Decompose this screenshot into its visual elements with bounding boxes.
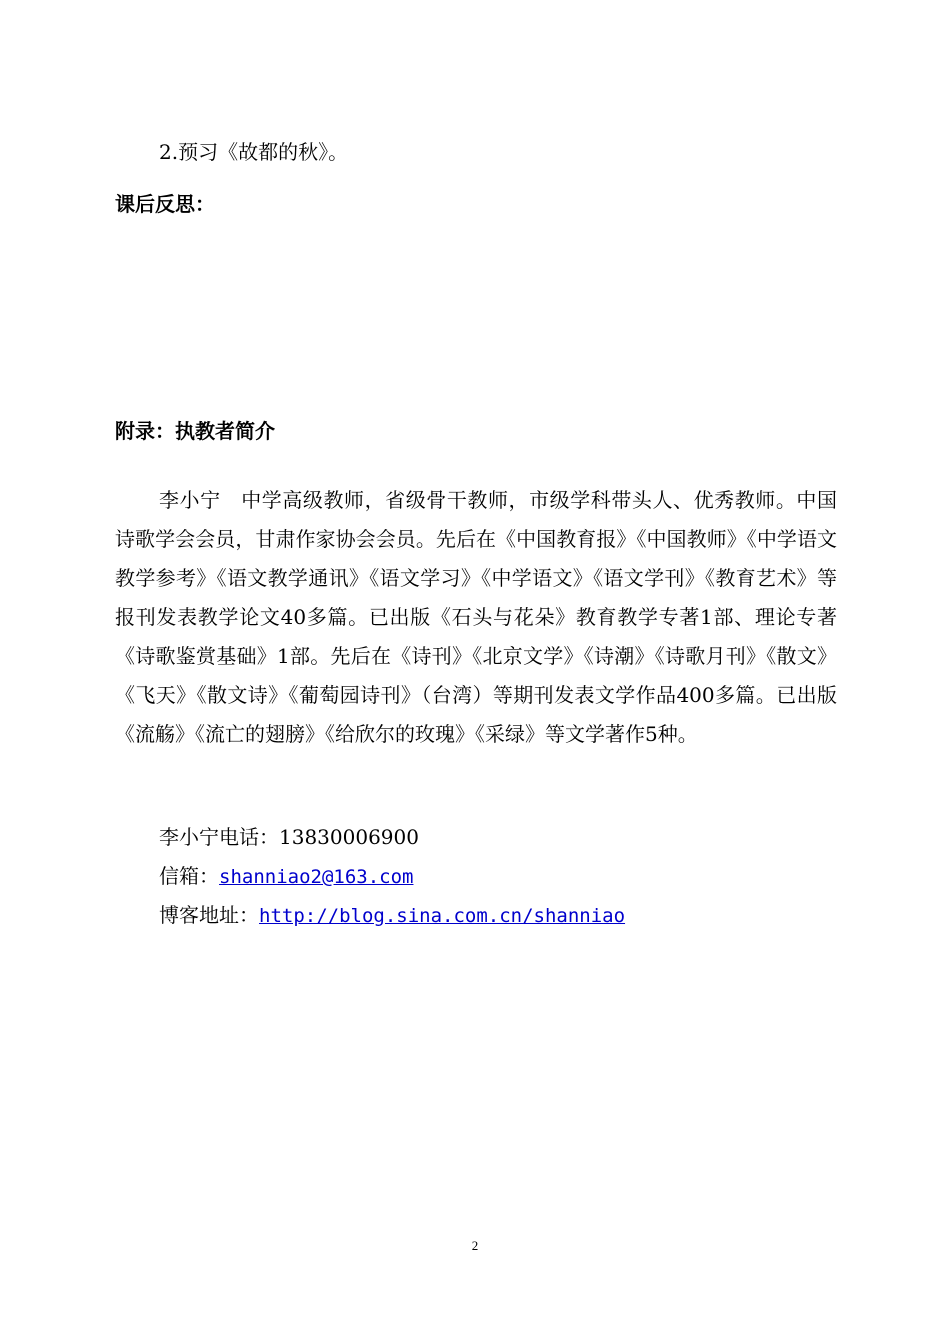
author-bio: 李小宁 中学高级教师，省级骨干教师，市级学科带头人、优秀教师。中国诗歌学会会员，甘肃作家协会会员。先后在《中国教育报》《中国教师》《中学语文教学参考》《语文教学通讯》《语文学习》《中学语文》《语文学刊》《教育艺术》等报刊发表教学论文40多篇。已出版《石头与花朵》教育教学专著1部、理论专著《诗歌鉴赏基础》1部。先后在《诗刊》《北京文学》《诗潮》《诗歌月刊》《散文》《飞天》《散文诗》《葡萄园诗刊》（台湾）等期刊发表文学作品400多篇。已出版《流觞》《流亡的翅膀》《给欣尔的玫瑰》《采绿》等文学著作5种。: [115, 488, 837, 746]
email-row: [159, 864, 413, 889]
homework-item-2: 2.预习《故都的秋》。: [159, 140, 349, 164]
reflection-heading: 课后反思：: [115, 192, 215, 216]
phone-row: [159, 825, 419, 849]
email-label: 信箱：: [159, 864, 219, 888]
page-number: 2: [471, 1238, 479, 1253]
blog-label: 博客地址：: [159, 903, 259, 927]
phone-number: 13830006900: [279, 825, 419, 849]
email-link[interactable]: shanniao2@163.com: [219, 866, 414, 888]
appendix-heading: 附录：执教者简介: [115, 419, 275, 443]
blog-link[interactable]: http://blog.sina.com.cn/shanniao: [259, 905, 626, 927]
blog-row: [159, 903, 625, 928]
phone-label: 李小宁电话：: [159, 825, 279, 849]
